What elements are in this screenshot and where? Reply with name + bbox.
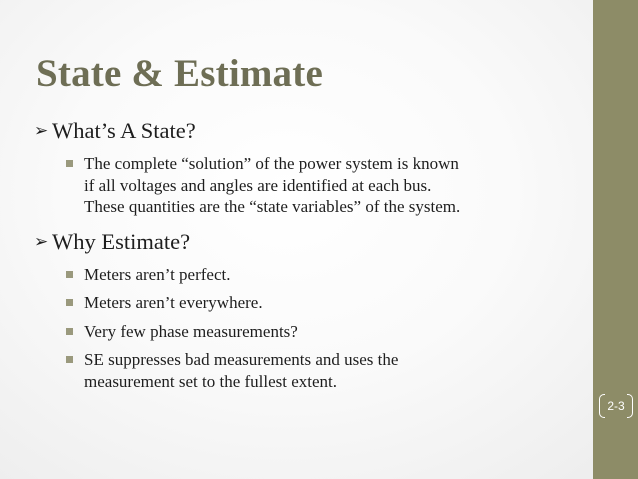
- square-bullet-icon: [66, 356, 73, 363]
- bullet-level2: [34, 349, 584, 392]
- bullet-level1: [34, 228, 584, 256]
- page-number-text: 2-3: [607, 399, 625, 413]
- arrow-bullet-icon: ➢: [34, 231, 49, 252]
- bullet-text-line: Very few phase measurements?: [84, 321, 298, 341]
- bullet-text-line: Meters aren’t perfect.: [84, 264, 231, 284]
- section-heading: Why Estimate?: [52, 228, 191, 254]
- bullet-level2: [34, 153, 584, 218]
- square-bullet-icon: [66, 271, 73, 278]
- bullet-text-line: measurement set to the fullest extent.: [84, 371, 338, 391]
- slide-body: [34, 117, 584, 392]
- bullet-text-line: The complete “solution” of the power system is known: [84, 154, 459, 173]
- slide-title: State & Estimate: [36, 52, 323, 95]
- bullet-text-line: These quantities are the “state variables” of the system.: [84, 197, 461, 216]
- section-heading: What’s A State?: [52, 118, 196, 143]
- right-bracket-icon: [627, 394, 633, 418]
- left-bracket-icon: [599, 394, 605, 418]
- bullet-level2: [34, 292, 584, 314]
- bullet-level1: [34, 117, 584, 145]
- bullet-level2: [34, 321, 584, 343]
- square-bullet-icon: [66, 160, 73, 167]
- bullet-text-line: SE suppresses bad measurements and uses the: [84, 350, 399, 369]
- bullet-text-line: Meters aren’t everywhere.: [84, 293, 263, 312]
- bullet-level2: [34, 264, 584, 286]
- bullet-text-line: if all voltages and angles are identified at each bus.: [84, 175, 432, 195]
- square-bullet-icon: [66, 328, 73, 335]
- page-number: [599, 394, 633, 418]
- arrow-bullet-icon: ➢: [34, 121, 49, 141]
- square-bullet-icon: [66, 299, 73, 306]
